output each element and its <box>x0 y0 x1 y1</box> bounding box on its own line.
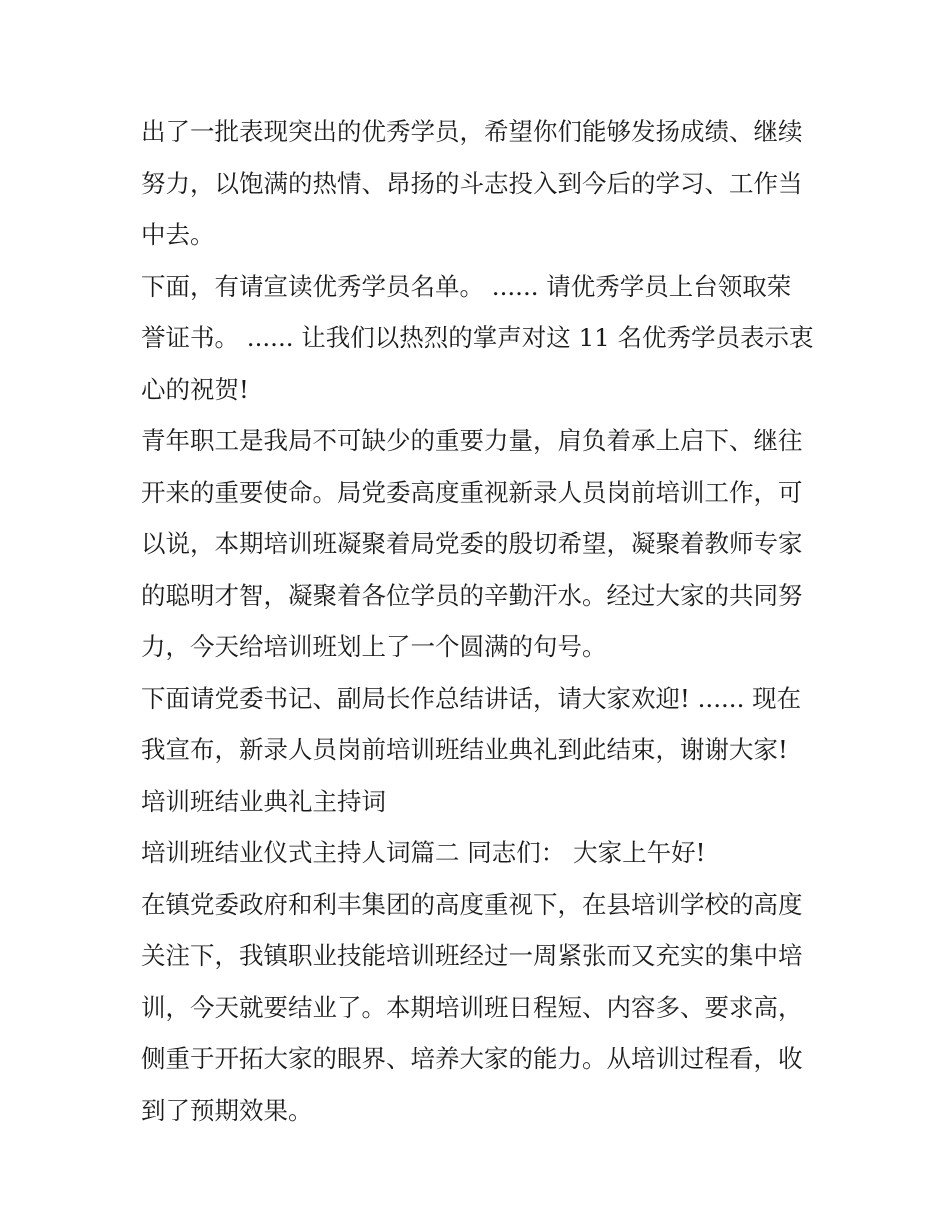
document-body <box>141 106 813 1136</box>
text-line: 努力，以饱满的热情、昂扬的斗志投入到今后的学习、工作当 <box>141 168 803 198</box>
text-line: 关注下，我镇职业技能培训班经过一周紧张而又充实的集中培 <box>141 941 803 970</box>
text-line: 在镇党委政府和利丰集团的高度重视下，在县培训学校的高度 <box>141 889 803 919</box>
text-line: 下面，有请宣读优秀学员名单。 ...... 请优秀学员上台领取荣 <box>141 271 792 301</box>
text-line: 侧重于开拓大家的眼界、培养大家的能力。从培训过程看，收 <box>141 1044 803 1073</box>
text-line: 力，今天给培训班划上了一个圆满的句号。 <box>141 632 607 661</box>
text-line: 培训班结业仪式主持人词篇二 同志们： 大家上午好! <box>141 838 706 867</box>
text-line: 誉证书。 ...... 让我们以热烈的掌声对这 11 名优秀学员表示衷 <box>141 323 814 352</box>
text-line: 到了预期效果。 <box>141 1095 313 1125</box>
text-line: 开来的重要使命。局党委高度重视新录人员岗前培训工作，可 <box>141 477 803 507</box>
text-line: 以说，本期培训班凝聚着局党委的殷切希望，凝聚着教师专家 <box>141 529 803 558</box>
text-line: 中去。 <box>141 220 215 249</box>
text-line: 我宣布，新录人员岗前培训班结业典礼到此结束，谢谢大家! <box>141 735 788 764</box>
text-line: 心的祝贺! <box>141 374 249 404</box>
text-line: 青年职工是我局不可缺少的重要力量，肩负着承上启下、继往 <box>141 426 803 455</box>
text-line: 下面请党委书记、副局长作总结讲话，请大家欢迎! ...... 现在 <box>141 683 802 713</box>
section-title: 培训班结业典礼主持词 <box>141 786 386 816</box>
text-line: 出了一批表现突出的优秀学员，希望你们能够发扬成绩、继续 <box>141 117 803 146</box>
text-line: 训，今天就要结业了。本期培训班日程短、内容多、要求高， <box>141 992 803 1022</box>
text-line: 的聪明才智，凝聚着各位学员的辛勤汗水。经过大家的共同努 <box>141 580 803 610</box>
